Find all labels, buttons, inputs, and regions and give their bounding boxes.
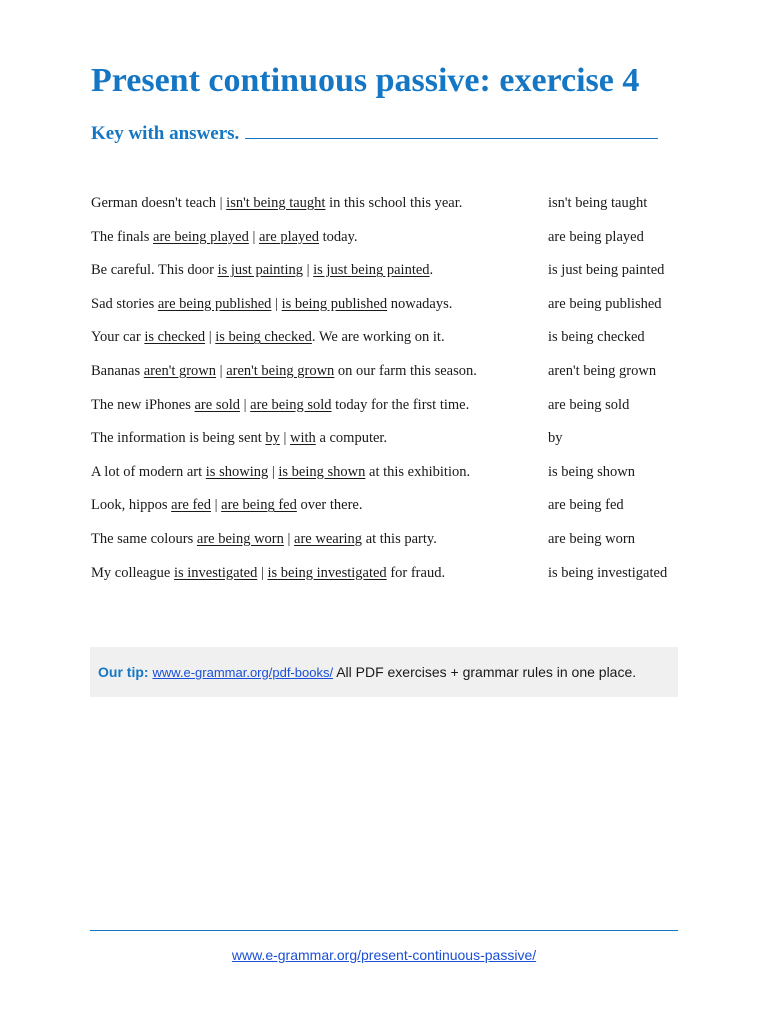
option-2[interactable]: is being shown	[278, 463, 366, 480]
answer-key: are being fed	[548, 497, 624, 514]
exercise-sentence	[91, 526, 437, 552]
option-separator: |	[279, 430, 291, 447]
option-1[interactable]: are being published	[157, 295, 272, 312]
exercise-sentence	[91, 291, 452, 317]
answer-key: are being published	[548, 295, 662, 312]
option-1[interactable]: aren't grown	[143, 362, 217, 379]
answer-key: is just being painted	[548, 262, 665, 279]
tip-link[interactable]: www.e-grammar.org/pdf-books/	[152, 665, 334, 680]
page-title: Present continuous passive: exercise 4	[91, 62, 640, 99]
option-1[interactable]: by	[265, 430, 280, 447]
name-blank-line	[245, 120, 658, 139]
option-separator: |	[216, 195, 227, 211]
exercise-row	[91, 425, 691, 459]
tip-box	[90, 647, 678, 697]
sentence-start: Look, hippos	[91, 497, 168, 514]
option-separator: |	[240, 396, 251, 413]
exercise-row	[91, 190, 691, 224]
exercise-row	[91, 392, 691, 426]
sentence-end: for fraud.	[390, 564, 446, 581]
option-separator: |	[257, 564, 268, 581]
answer-key: isn't being taught	[548, 195, 648, 211]
sentence-end: a computer.	[319, 430, 388, 447]
option-1[interactable]: are sold	[194, 396, 240, 413]
exercise-sentence	[91, 425, 387, 451]
sentence-end: at this exhibition.	[369, 463, 471, 480]
sentence-end: nowadays.	[390, 295, 453, 312]
subtitle	[91, 120, 658, 147]
sentence-start: Sad stories	[91, 295, 155, 312]
sentence-start: Bananas	[91, 362, 141, 379]
tip-text: All PDF exercises + grammar rules in one place.	[336, 664, 637, 680]
answer-key: is being checked	[548, 329, 645, 346]
option-separator: |	[283, 530, 295, 547]
option-separator: |	[205, 329, 216, 346]
exercise-row	[91, 492, 691, 526]
subtitle-text: Key with answers.	[91, 123, 240, 144]
answer-key: by	[548, 430, 563, 447]
sentence-start: Your car	[91, 329, 141, 346]
option-2[interactable]: are played	[259, 228, 319, 245]
exercise-sentence	[91, 492, 362, 518]
exercise-sentence	[91, 224, 358, 250]
exercise-row	[91, 526, 691, 560]
sentence-start: The new iPhones	[91, 396, 191, 413]
sentence-end: on our farm this season.	[337, 362, 477, 379]
answer-key: are being played	[548, 228, 644, 245]
option-1[interactable]: is showing	[205, 463, 269, 480]
sentence-start: The finals	[91, 228, 150, 245]
answer-key: are being worn	[548, 530, 635, 547]
answer-key: is being investigated	[548, 564, 668, 581]
exercise-row	[91, 224, 691, 258]
option-2[interactable]: aren't being grown	[226, 362, 335, 379]
sentence-end: at this party.	[365, 530, 437, 547]
answer-key: is being shown	[548, 463, 635, 480]
sentence-start: The information is being sent	[91, 430, 262, 447]
exercise-sentence	[91, 459, 470, 485]
option-1[interactable]: are fed	[171, 497, 211, 514]
exercise-sentence	[91, 324, 445, 350]
option-2[interactable]: is being checked	[215, 329, 312, 346]
exercise-sentence	[91, 392, 469, 418]
option-2[interactable]: are being fed	[221, 497, 297, 514]
sentence-start: The same colours	[91, 530, 194, 547]
option-1[interactable]: are being worn	[196, 530, 284, 547]
tip-label: Our tip:	[98, 664, 149, 680]
option-1[interactable]: is investigated	[173, 564, 258, 581]
option-2[interactable]: isn't being taught	[226, 195, 326, 211]
answer-key: aren't being grown	[548, 362, 657, 379]
sentence-start: German doesn't teach	[91, 195, 217, 211]
sentence-start: A lot of modern art	[91, 463, 203, 480]
option-separator: |	[268, 463, 279, 480]
option-1[interactable]: is just painting	[217, 262, 303, 279]
option-1[interactable]: are being played	[153, 228, 249, 245]
sentence-end: . We are working on it.	[311, 329, 445, 346]
option-2[interactable]: is just being painted	[313, 262, 430, 279]
option-separator: |	[216, 362, 227, 379]
exercise-sentence	[91, 190, 462, 216]
sentence-start: My colleague	[91, 564, 171, 581]
option-separator: |	[302, 262, 314, 279]
option-separator: |	[248, 228, 259, 245]
option-2[interactable]: is being investigated	[267, 564, 387, 581]
option-separator: |	[271, 295, 282, 312]
exercise-list	[91, 190, 691, 593]
sentence-end: over there.	[300, 497, 363, 514]
exercise-sentence	[91, 358, 477, 384]
answer-key: are being sold	[548, 396, 630, 413]
exercise-row	[91, 291, 691, 325]
exercise-row	[91, 358, 691, 392]
option-2[interactable]: with	[290, 430, 316, 447]
sentence-start: Be careful. This door	[91, 262, 214, 279]
sentence-end: today for the first time.	[335, 396, 470, 413]
exercise-sentence	[91, 560, 445, 586]
exercise-sentence	[91, 257, 433, 283]
sentence-end: today.	[322, 228, 358, 245]
option-2[interactable]: are being sold	[250, 396, 332, 413]
option-1[interactable]: is checked	[144, 329, 206, 346]
sentence-end: .	[429, 262, 434, 279]
exercise-row	[91, 257, 691, 291]
exercise-row	[91, 560, 691, 594]
exercise-row	[91, 459, 691, 493]
exercise-row	[91, 324, 691, 358]
footer-divider	[90, 930, 678, 931]
sentence-end: in this school this year.	[329, 195, 463, 211]
option-2[interactable]: is being published	[281, 295, 388, 312]
footer-link[interactable]: www.e-grammar.org/present-continuous-passive/	[231, 947, 537, 963]
option-separator: |	[211, 497, 222, 514]
option-2[interactable]: are wearing	[294, 530, 363, 547]
